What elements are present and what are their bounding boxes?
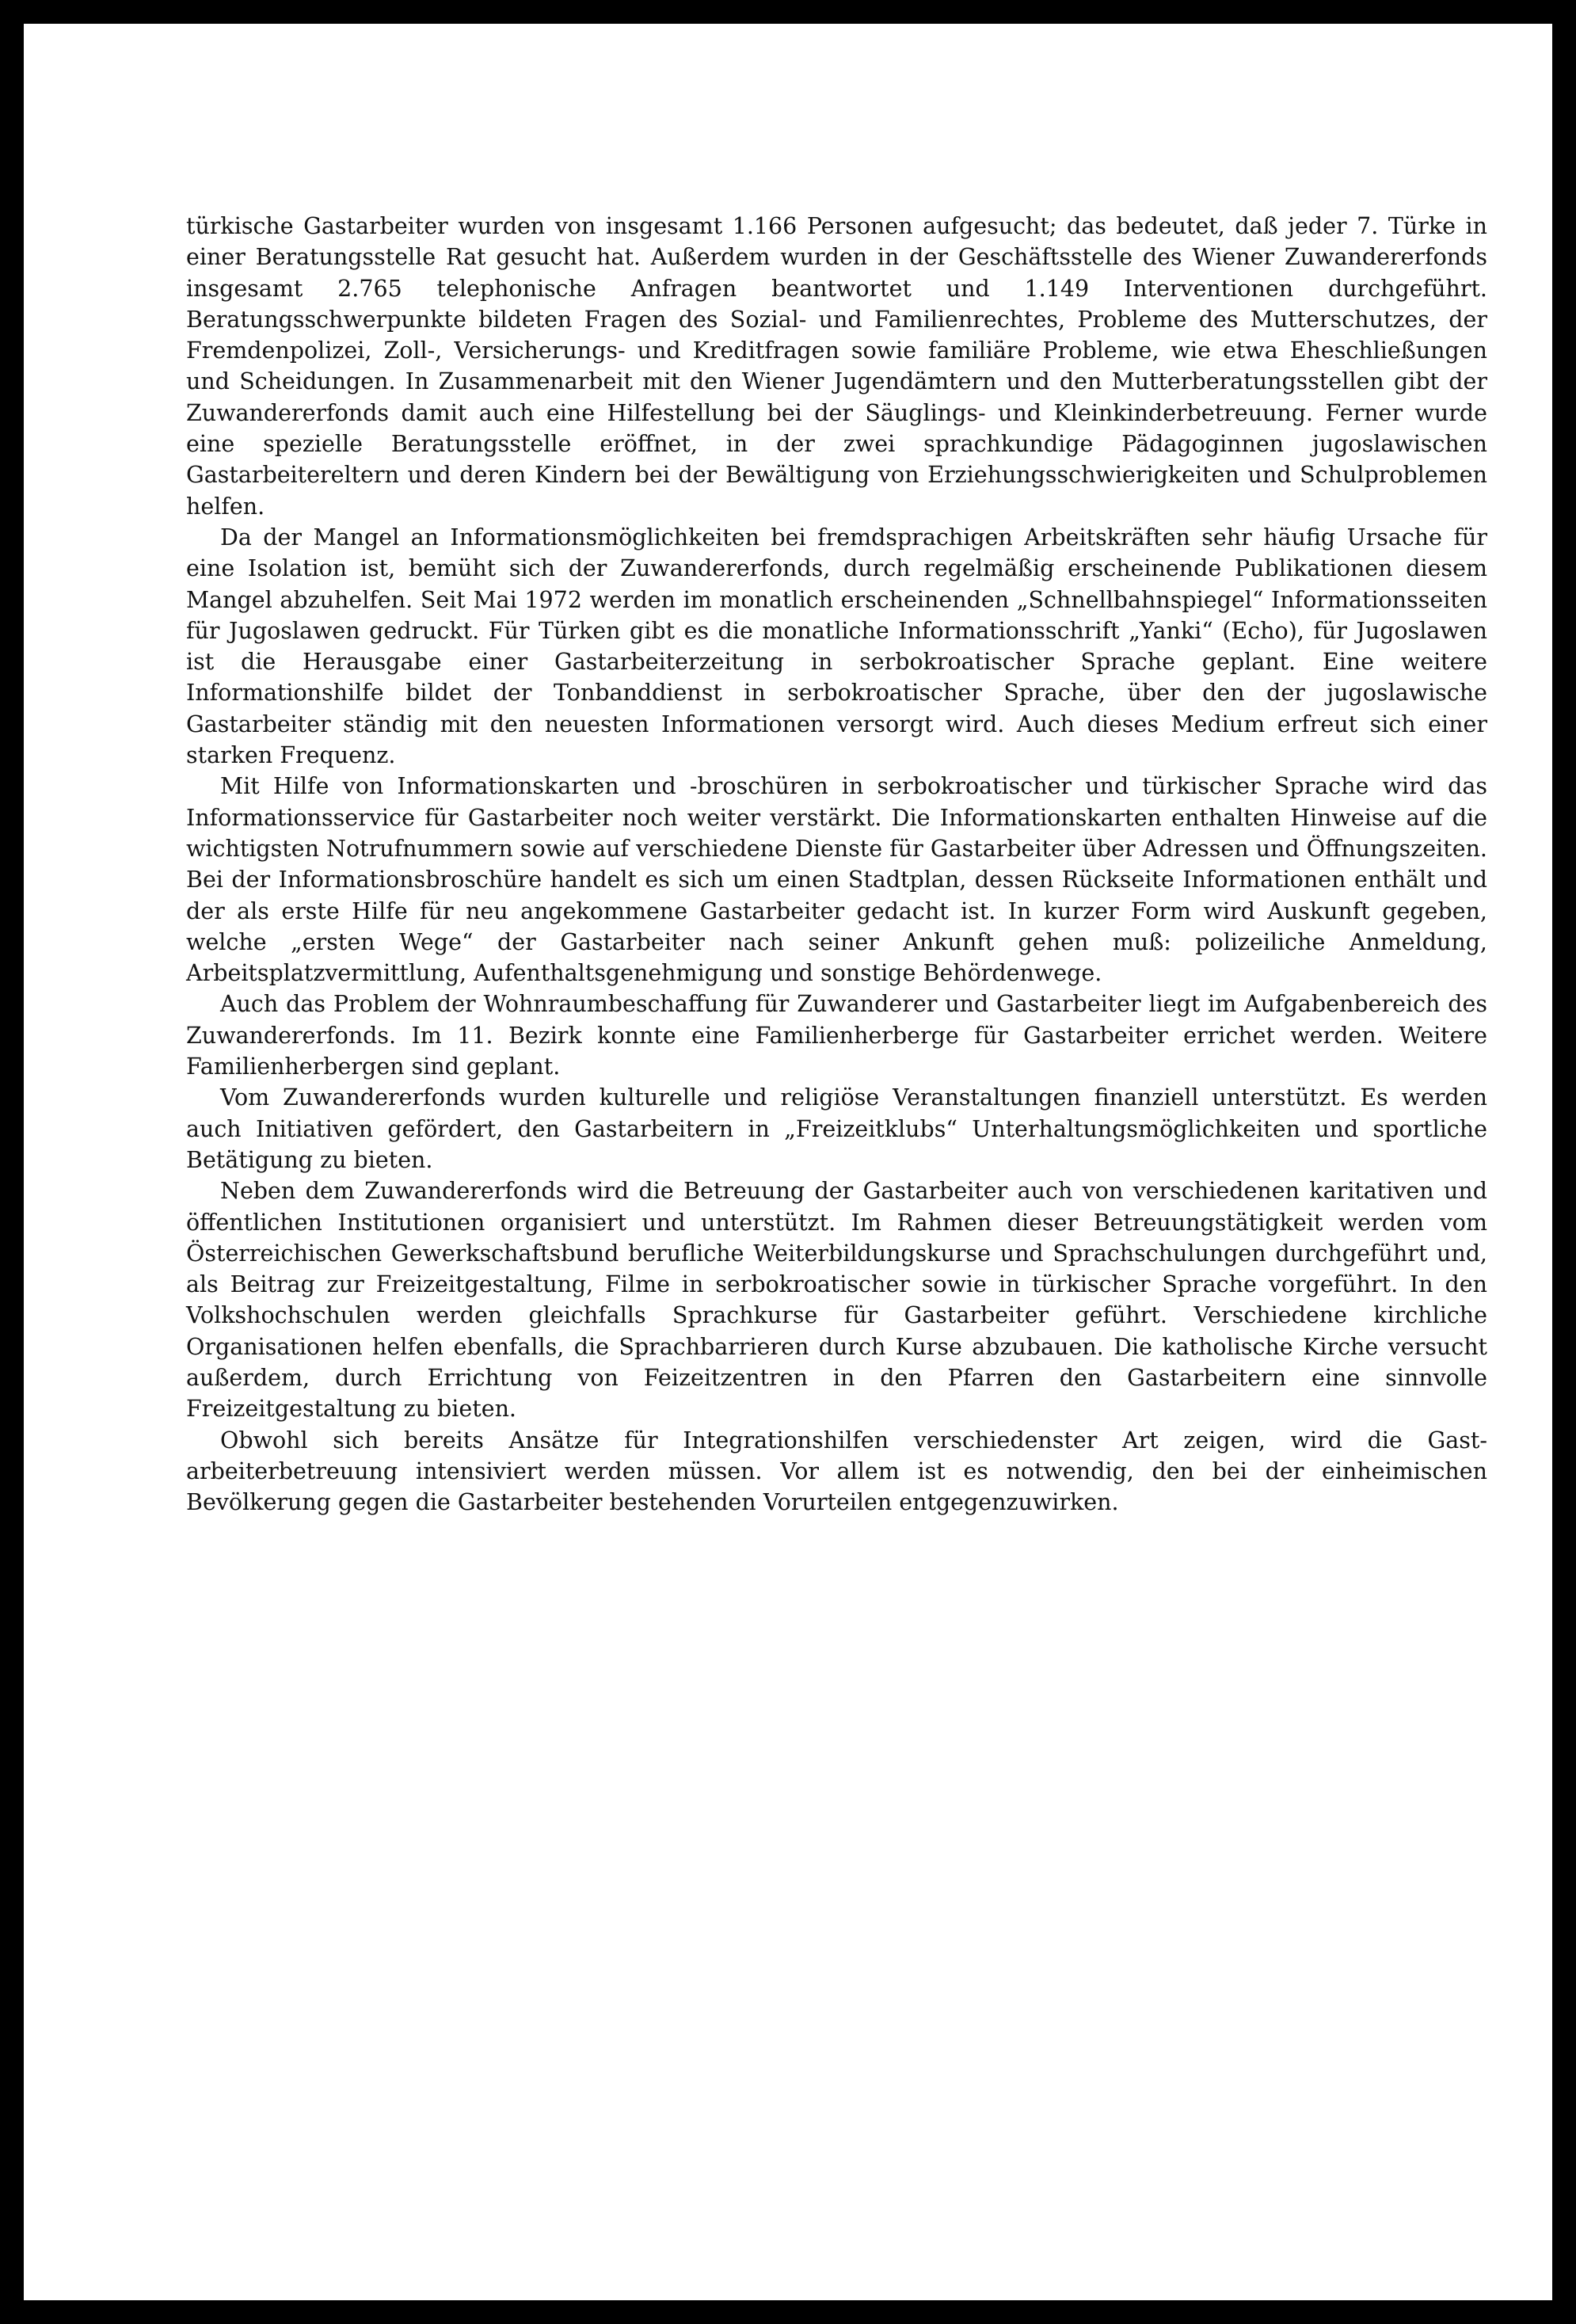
paragraph-publications: Da der Mangel an Informationsmöglichkeiten bei fremdsprachigen Arbeitskräften sehr häufig Ursache für eine Isolation ist, bemüht sich der Zuwandererfonds, durch regelmäßig erscheinende Publikationen diesem Mangel abzuhelfen. Seit Mai 1972 werden im monatlich erscheinenden „Schnellbahnspiegel“ Informationsseiten für Jugoslawen gedruckt. Für Türken gibt es die monatliche Informationsschrift „Yanki“ (Echo), für Jugoslawen ist die Herausgabe einer Gastarbeiterzeitung in serbokroatischer Sprache geplant. Eine weitere Informationshilfe bildet der Tonbanddienst in serbokroatischer Sprache, über den der jugoslawische Gastarbeiter ständig mit den neuesten Informationen versorgt wird. Auch dieses Medium erfreut sich einer starken Frequenz. [186, 524, 1487, 769]
paragraph-housing: Auch das Problem der Wohnraumbeschaffung für Zuwanderer und Gastarbeiter liegt im Aufgabenbereich des Zuwandererfonds. Im 11. Bezirk konnte eine Familienherberge für Gastarbeiter errichet werden. Weitere Familienherbergen sind geplant. [186, 991, 1487, 1080]
paragraph-conclusion: Obwohl sich bereits Ansätze für Integrationshilfen verschiedenster Art zeigen, wird die Gastarbeiterbetreuung intensiviert werden müssen. Vor allem ist es notwendig, den bei der einheimischen Bevölkerung gegen die Gastarbeiter bestehenden Vorurteilen entgegenzuwirken. [186, 1427, 1487, 1516]
body-text [186, 211, 1487, 1518]
paragraph-information-cards: Mit Hilfe von Informationskarten und -broschüren in serbokroatischer und türkischer Sprache wird das Informationsservice für Gastarbeiter noch weiter verstärkt. Die Informationskarten enthalten Hinweise auf die wichtigsten Notrufnummern sowie auf verschiedene Dienste für Gastarbeiter über Adressen und Öffnungszeiten. Bei der Informationsbroschüre handelt es sich um einen Stadtplan, dessen Rückseite Informationen enthält und der als erste Hilfe für neu angekommene Gastarbeiter gedacht ist. In kurzer Form wird Auskunft gegeben, welche „ersten Wege“ der Gastarbeiter nach seiner Ankunft gehen muß: polizeiliche Anmeldung, Arbeitsplatzvermittlung, Aufenthaltsgenehmigung und sonstige Behördenwege. [186, 773, 1487, 987]
paragraph-cultural-events: Vom Zuwandererfonds wurden kulturelle und religiöse Veranstaltungen finanziell unterstützt. Es werden auch Initiativen gefördert, den Gastarbeitern in „Freizeitklubs“ Unterhaltungsmöglichkeiten und sportliche Betätigung zu bieten. [186, 1084, 1487, 1173]
document-page [24, 24, 1552, 2300]
paragraph-counseling-statistics: türkische Gastarbeiter wurden von insgesamt 1.166 Personen aufgesucht; das bedeutet, daß jeder 7. Türke in einer Beratungsstelle Rat gesucht hat. Außerdem wurden in der Geschäftsstelle des Wiener Zuwandererfonds insgesamt 2.765 telephonische Anfragen beantwortet und 1.149 Interventionen durchgeführt. Beratungsschwerpunkte bildeten Fragen des Sozial- und Familienrechtes, Probleme des Mutterschutzes, der Fremdenpolizei, Zoll-, Versicherungs- und Kreditfragen sowie familiäre Probleme, wie etwa Eheschließungen und Scheidungen. In Zusammenarbeit mit den Wiener Jugendämtern und den Mutterberatungsstellen gibt der Zuwandererfonds damit auch eine Hilfestellung bei der Säuglings- und Kleinkinderbetreuung. Ferner wurde eine spezielle Beratungsstelle eröffnet, in der zwei sprachkundige Pädagoginnen jugoslawischen Gastarbeitereltern und deren Kindern bei der Bewältigung von Erziehungsschwierigkeiten und Schulproblemen helfen. [186, 213, 1487, 520]
paragraph-institutions: Neben dem Zuwandererfonds wird die Betreuung der Gastarbeiter auch von verschiedenen karitativen und öffentlichen Institutionen organisiert und unterstützt. Im Rahmen dieser Betreuungstätigkeit werden vom Österreichischen Gewerkschaftsbund berufliche Weiterbildungskurse und Sprachschulungen durchgeführt und, als Beitrag zur Freizeitgestaltung, Filme in serbokroatischer sowie in türkischer Sprache vorgeführt. In den Volkshochschulen werden gleichfalls Sprachkurse für Gastarbeiter geführt. Verschiedene kirchliche Organisationen helfen ebenfalls, die Sprachbarrieren durch Kurse abzubauen. Die katholische Kirche versucht außerdem, durch Errichtung von Feizeitzentren in den Pfarren den Gastarbeitern eine sinnvolle Freizeitgestaltung zu bieten. [186, 1178, 1487, 1423]
